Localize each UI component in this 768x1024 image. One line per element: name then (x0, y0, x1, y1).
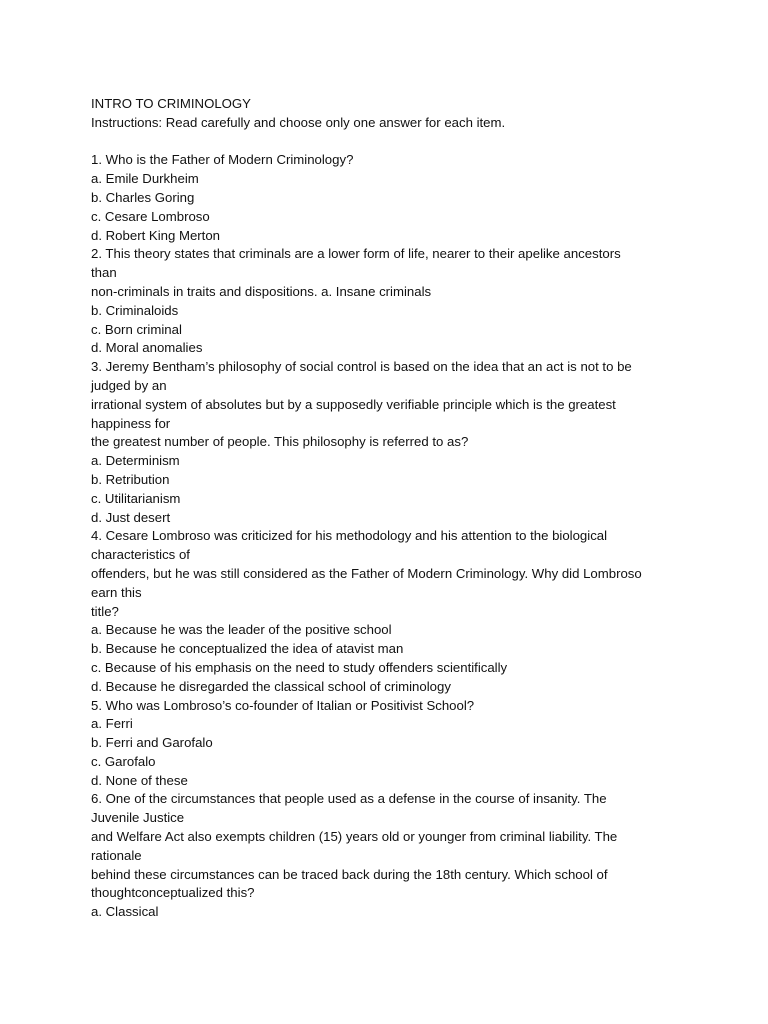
question-3-stem-line-1: 3. Jeremy Bentham’s philosophy of social control is based on the idea that an act is not to be (91, 359, 632, 375)
question-3-stem-line-5: the greatest number of people. This philosophy is referred to as? (91, 434, 469, 450)
question-1-option-d: d. Robert King Merton (91, 227, 221, 243)
document-title: INTRO TO CRIMINOLOGY (91, 96, 251, 111)
question-6-stem-line-3: and Welfare Act also exempts children (15) years old or younger from criminal liability. The (91, 829, 618, 845)
document-instructions: Instructions: Read carefully and choose only one answer for each item. (91, 114, 506, 130)
question-3-option-b: b. Retribution (91, 471, 170, 487)
question-4-stem-line-4: earn this (91, 584, 142, 600)
question-5-option-d: d. None of these (91, 772, 188, 788)
question-4-stem-line-1: 4. Cesare Lombroso was criticized for his methodology and his attention to the biological (91, 528, 608, 544)
question-2-stem-line-2: than (91, 265, 117, 281)
question-4-stem-line-5: title? (91, 603, 119, 619)
question-3-option-a: a. Determinism (91, 453, 180, 469)
question-3-stem-line-3: irrational system of absolutes but by a supposedly verifiable principle which is the greatest (91, 396, 616, 412)
question-6-stem-line-1: 6. One of the circumstances that people used as a defense in the course of insanity. The (91, 791, 607, 807)
question-6-stem-line-2: Juvenile Justice (91, 810, 185, 826)
question-6-stem-line-4: rationale (91, 847, 142, 863)
question-6-stem-line-5: behind these circumstances can be traced back during the 18th century. Which school of (91, 866, 608, 882)
question-4-stem-line-3: offenders, but he was still considered as the Father of Modern Criminology. Why did Lombroso (91, 565, 642, 581)
blank-line (91, 133, 691, 152)
question-5-option-c: c. Garofalo (91, 753, 156, 769)
question-5-stem: 5. Who was Lombroso’s co-founder of Italian or Positivist School? (91, 697, 475, 713)
question-1-option-b: b. Charles Goring (91, 189, 195, 205)
question-6-stem-line-6: thoughtconceptualized this? (91, 885, 255, 901)
question-3-option-c: c. Utilitarianism (91, 490, 181, 506)
question-6-option-a: a. Classical (91, 904, 159, 920)
question-4-stem-line-2: characteristics of (91, 547, 190, 563)
question-2-stem-line-3: non-criminals in traits and dispositions. a. Insane criminals (91, 283, 432, 299)
question-4-option-a: a. Because he was the leader of the positive school (91, 622, 392, 638)
question-5-option-b: b. Ferri and Garofalo (91, 735, 213, 751)
question-2-option-c: c. Born criminal (91, 321, 182, 337)
question-2-stem-line-1: 2. This theory states that criminals are a lower form of life, nearer to their apelike ancestors (91, 246, 621, 262)
question-2-option-b: b. Criminaloids (91, 302, 179, 318)
question-3-option-d: d. Just desert (91, 509, 171, 525)
question-3-stem-line-4: happiness for (91, 415, 171, 431)
question-4-option-d: d. Because he disregarded the classical school of criminology (91, 678, 451, 694)
question-1-option-c: c. Cesare Lombroso (91, 208, 210, 224)
document-page (91, 95, 691, 922)
question-3-stem-line-2: judged by an (91, 377, 167, 393)
question-1-stem: 1. Who is the Father of Modern Criminology? (91, 152, 354, 168)
question-2-option-d: d. Moral anomalies (91, 340, 203, 356)
question-4-option-c: c. Because of his emphasis on the need to study offenders scientifically (91, 659, 508, 675)
question-5-option-a: a. Ferri (91, 716, 133, 732)
question-4-option-b: b. Because he conceptualized the idea of atavist man (91, 641, 404, 657)
question-1-option-a: a. Emile Durkheim (91, 171, 199, 187)
